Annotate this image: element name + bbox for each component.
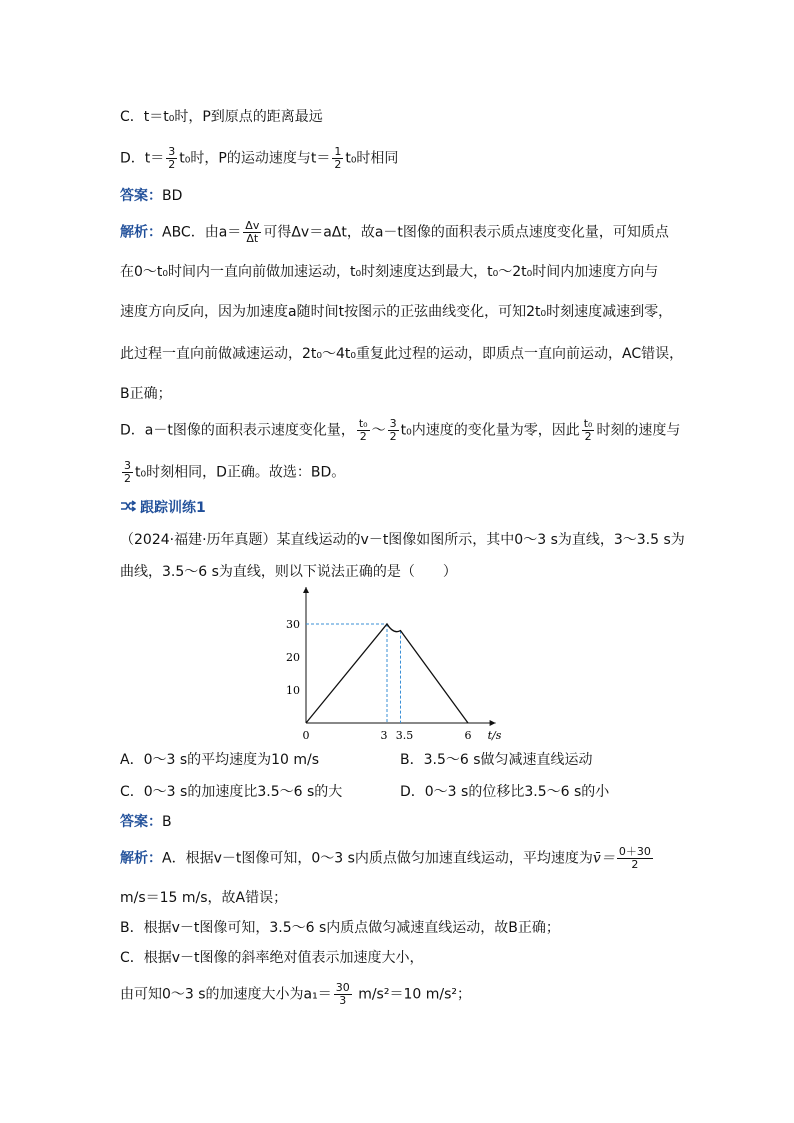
analysis-1-line-7: $\frac{3}{2}$ t₀时刻相同，D正确。故选：BD。 <box>124 459 346 485</box>
fraction: $\frac{\text{t₀}}{2}$ <box>583 417 593 443</box>
y-tick-label: 20 <box>286 651 300 664</box>
fraction: $\frac{3}{2}$ <box>389 417 397 443</box>
y-axis-arrow <box>303 587 309 593</box>
answer-value: B <box>162 814 172 830</box>
x-tick-label: 3 <box>380 729 388 742</box>
analysis-1-line-6: D．a－t图像的面积表示速度变化量， $\frac{\text{t₀}}{2}$ ～ $\frac{3}{2}$ t₀内速度的变化量为零，因此 $\frac{\text{t₀}}{2}$ 时刻的速度与 <box>120 417 681 443</box>
track-icon <box>120 498 136 518</box>
answer-label: 答案： <box>120 814 162 830</box>
option-d-pre: D．t＝ <box>120 150 165 167</box>
y-tick-label: 10 <box>286 684 300 697</box>
y-tick-label: 30 <box>286 618 300 631</box>
analysis-1-line-3: 速度方向反向，因为加速度a随时间t按图示的正弦曲线变化，可知2t₀时刻速度减速到零， <box>120 304 673 320</box>
series-line <box>306 624 468 723</box>
x-tick-label: 6 <box>464 729 472 742</box>
analysis-2-line-3: B．根据v－t图像可知，3.5～6 s内质点做匀减速直线运动，故B正确； <box>120 920 560 936</box>
answer-1 <box>120 186 182 206</box>
option-d-post: t₀时相同 <box>345 150 399 167</box>
answer-value: BD <box>162 188 183 204</box>
analysis-2-line-2: m/s＝15 m/s，故A错误； <box>120 890 288 906</box>
analysis-1-line-2: 在0～t₀时间内一直向前做加速运动，t₀时刻速度达到最大，t₀～2t₀时间内加速度方向与 <box>120 264 659 280</box>
x-axis-label: t/s <box>487 729 502 742</box>
fraction: $\frac{0+30}{2}$ <box>618 845 651 871</box>
analysis-2-line-1: 解析：A．根据v－t图像可知，0～3 s内质点做匀加速直线运动，平均速度为v̄＝ $\frac{0+30}{2}$ <box>120 845 651 871</box>
fraction: $\frac{3}{2}$ <box>168 145 176 171</box>
option-c: C．0～3 s的加速度比3.5～6 s的大 <box>120 784 343 800</box>
fraction: $\frac{3}{2}$ <box>124 459 131 485</box>
section-heading <box>120 498 206 518</box>
vt-chart <box>270 585 510 745</box>
answer-label: 答案： <box>120 188 162 204</box>
option-d: D．0～3 s的位移比3.5～6 s的小 <box>400 784 610 800</box>
x-tick-label: 3.5 <box>395 729 414 742</box>
option-a: A．0～3 s的平均速度为10 m/s <box>120 752 320 768</box>
analysis-1-line-5: B正确； <box>120 386 172 402</box>
option-c-text: C．t＝t₀时，P到原点的距离最远 <box>120 109 323 125</box>
answer-2 <box>120 812 172 832</box>
section-title: 跟踪训练1 <box>140 500 206 516</box>
fraction: $\frac{1}{2}$ <box>334 145 342 171</box>
analysis-2-line-4: C．根据v－t图像的斜率绝对值表示加速度大小， <box>120 950 424 966</box>
x-axis-arrow <box>490 720 496 726</box>
x-tick-label: 0 <box>302 729 310 742</box>
analysis-1-line-4: 此过程一直向前做减速运动，2t₀～4t₀重复此过程的运动，即质点一直向前运动，AC错误， <box>120 346 684 362</box>
analysis-1-line-1: 解析：ABC．由a＝ $\frac{\Delta v}{\Delta t}$ 可得Δv＝aΔt，故a－t图像的面积表示质点速度变化量，可知质点 <box>120 219 669 245</box>
option-d-mid: t₀时，P的运动速度与t＝ <box>179 150 331 167</box>
analysis-label: 解析： <box>120 224 162 241</box>
option-b: B．3.5～6 s做匀减速直线运动 <box>400 752 593 768</box>
fraction: $\frac{30}{3}$ <box>335 981 350 1007</box>
analysis-label: 解析： <box>120 850 162 867</box>
question-line-2: 曲线，3.5～6 s为直线，则以下说法正确的是（ ） <box>120 564 457 580</box>
question-line-1: （2024·福建·历年真题）某直线运动的v－t图像如图所示，其中0～3 s为直线，3～3.5 s为 <box>120 532 685 548</box>
fraction: $\frac{\Delta v}{\Delta t}$ <box>245 219 260 245</box>
fraction: $\frac{\text{t₀}}{2}$ <box>358 417 368 443</box>
analysis-2-line-5: 由可知0～3 s的加速度大小为a₁＝ $\frac{30}{3}$ m/s²＝10 m/s²； <box>120 981 471 1007</box>
option-d-text <box>120 146 398 171</box>
